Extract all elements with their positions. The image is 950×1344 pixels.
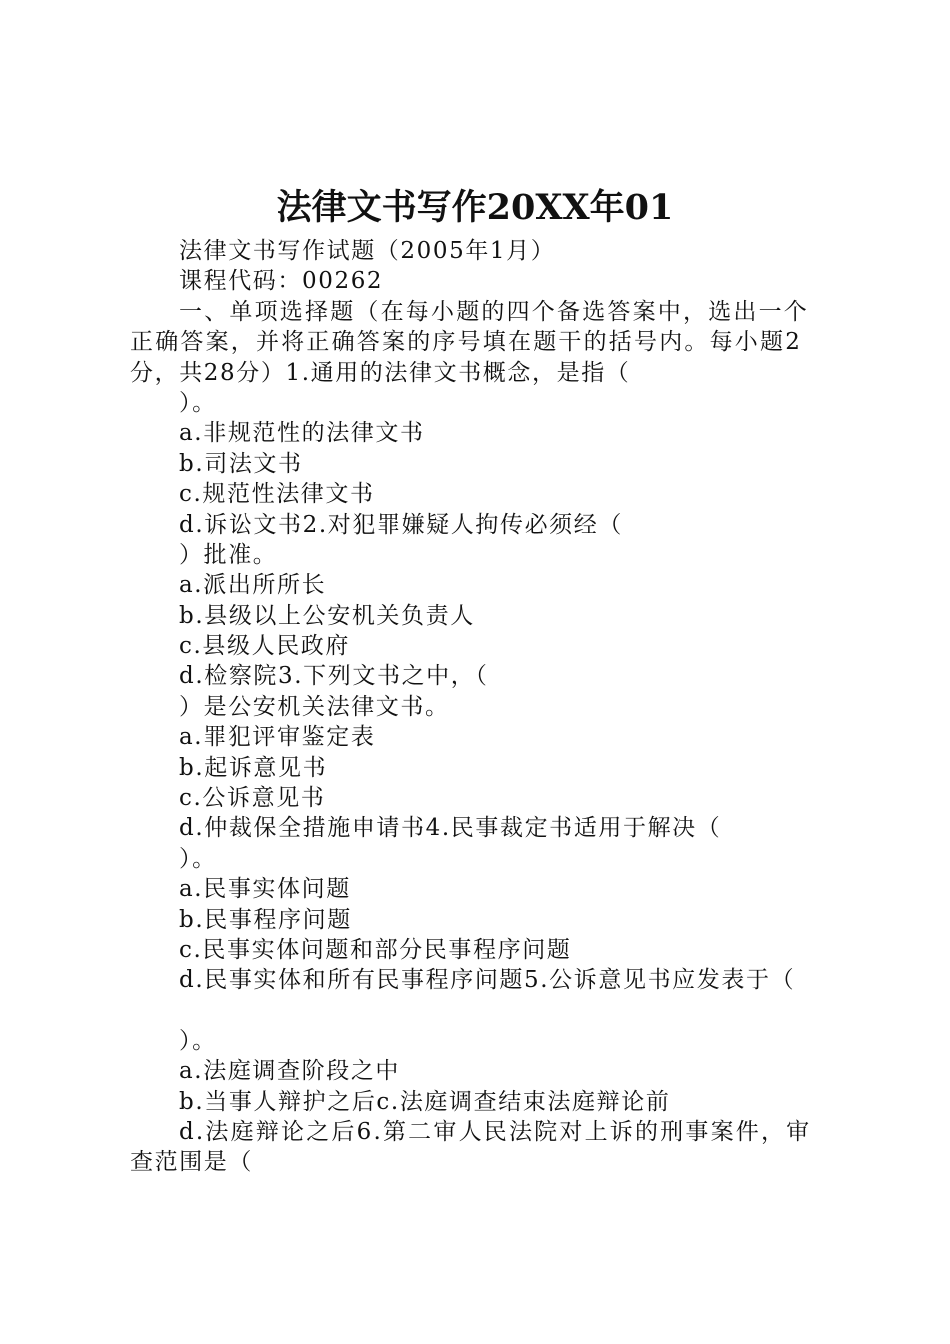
answer-option: c.民事实体问题和部分民事程序问题 — [179, 936, 572, 963]
answer-option: a.民事实体问题 — [179, 876, 351, 903]
question-line: ）批准。 — [179, 541, 278, 568]
answer-option: a.非规范性的法律文书 — [179, 420, 425, 447]
answer-option: b.司法文书 — [179, 450, 303, 477]
answer-option: d.民事实体和所有民事程序问题5.公诉意见书应发表于（ — [179, 967, 796, 994]
question-line: ）。 — [179, 845, 217, 872]
question-line: 分，共28分）1.通用的法律文书概念，是指（ — [130, 359, 631, 386]
answer-option: b.县级以上公安机关负责人 — [179, 602, 475, 629]
answer-option: a.法庭调查阶段之中 — [179, 1058, 401, 1085]
answer-option: c.规范性法律文书 — [179, 481, 375, 508]
answer-option: d.诉讼文书2.对犯罪嫌疑人拘传必须经（ — [179, 511, 623, 538]
answer-option: a.派出所所长 — [179, 572, 327, 599]
answer-option: b.当事人辩护之后c.法庭调查结束法庭辩论前 — [179, 1088, 671, 1115]
document-title: 法律文书写作20XX年01 — [276, 187, 674, 228]
question-line: ）。 — [179, 389, 217, 416]
document-body — [130, 236, 830, 1178]
blank-gap — [130, 996, 830, 1026]
exam-title-line: 法律文书写作试题（2005年1月） — [179, 238, 556, 264]
question-line: ）。 — [179, 1027, 217, 1054]
answer-option: d.检察院3.下列文书之中，（ — [179, 663, 489, 690]
answer-option: c.县级人民政府 — [179, 633, 350, 660]
question-line: 查范围是（ — [130, 1149, 253, 1176]
answer-option: a.罪犯评审鉴定表 — [179, 724, 376, 751]
answer-option: d.仲裁保全措施申请书4.民事裁定书适用于解决（ — [179, 815, 722, 842]
question-line: ）是公安机关法律文书。 — [179, 693, 450, 720]
answer-option: c.公诉意见书 — [179, 785, 326, 812]
answer-option: d.法庭辩论之后6.第二审人民法院对上诉的刑事案件，审 — [179, 1118, 812, 1145]
course-code-line: 课程代码：00262 — [179, 268, 384, 295]
answer-option: b.起诉意见书 — [179, 754, 328, 781]
section-instruction-line: 正确答案，并将正确答案的序号填在题干的括号内。每小题2 — [130, 329, 803, 356]
answer-option: b.民事程序问题 — [179, 906, 352, 933]
section-instruction-line: 一、单项选择题（在每小题的四个备选答案中，选出一个 — [179, 298, 809, 325]
